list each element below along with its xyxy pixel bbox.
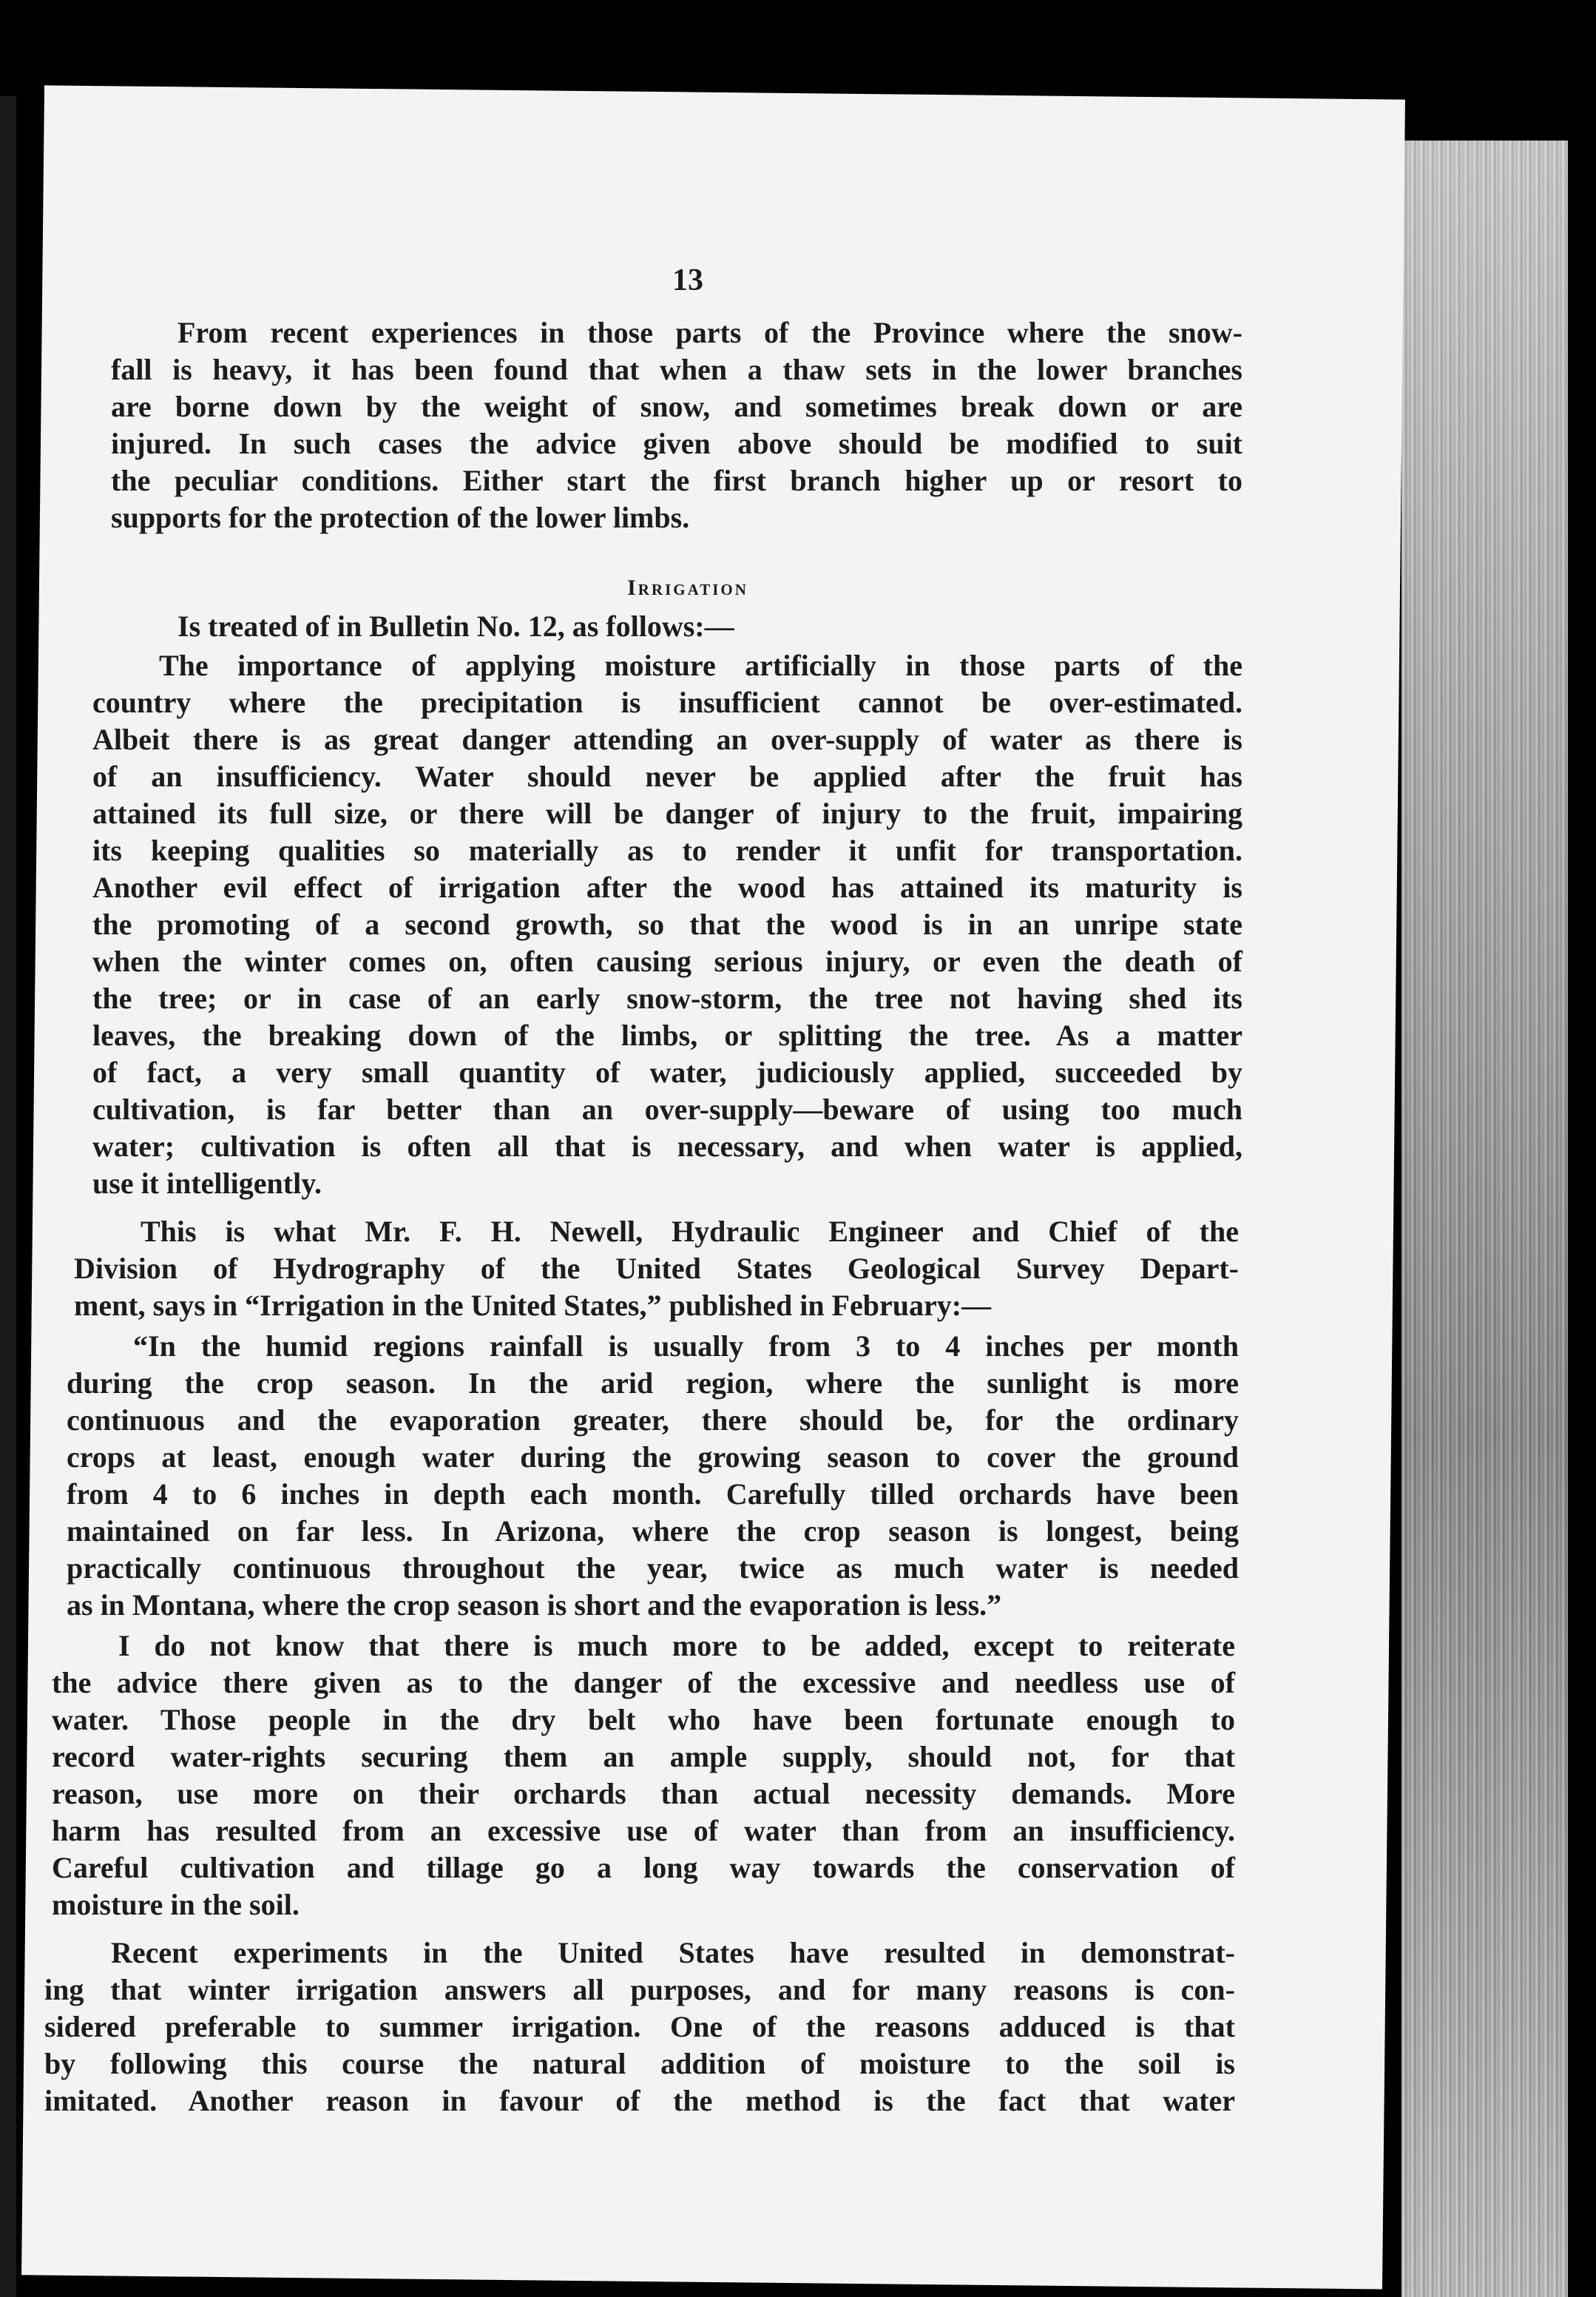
text-line: the tree; or in case of an early snow-storm, the tree not having shed its bbox=[92, 982, 1242, 1015]
text-line: From recent experiences in those parts of the Province where the snow- bbox=[177, 316, 1242, 349]
text-line: as in Montana, where the crop season is short and the evaporation is less.” bbox=[67, 1588, 1002, 1622]
text-line: the promoting of a second growth, so that the wood is in an unripe state bbox=[92, 908, 1242, 941]
paragraph-newell bbox=[74, 1213, 1239, 1324]
paragraph-quote bbox=[67, 1328, 1239, 1624]
paragraph-reiterate bbox=[52, 1628, 1235, 1923]
text-line: from 4 to 6 inches in depth each month. Carefully tilled orchards have been bbox=[67, 1477, 1239, 1511]
text-line: Another evil effect of irrigation after the wood has attained its maturity is bbox=[92, 871, 1242, 904]
text-line: leaves, the breaking down of the limbs, or splitting the tree. As a matter bbox=[92, 1019, 1242, 1052]
text-line: harm has resulted from an excessive use of water than from an insufficiency. bbox=[52, 1814, 1235, 1847]
text-line: Albeit there is as great danger attending an over-supply of water as there is bbox=[92, 723, 1242, 756]
text-line: Division of Hydrography of the United States Geological Survey Depart- bbox=[74, 1252, 1239, 1285]
text-line: The importance of applying moisture artificially in those parts of the bbox=[159, 649, 1242, 682]
text-line: Careful cultivation and tillage go a long way towards the conservation of bbox=[52, 1851, 1235, 1884]
text-line: record water-rights securing them an ample supply, should not, for that bbox=[52, 1740, 1235, 1773]
text-line: sidered preferable to summer irrigation. One of the reasons adduced is that bbox=[44, 2010, 1235, 2043]
text-line: ing that winter irrigation answers all purposes, and for many reasons is con- bbox=[44, 1973, 1235, 2006]
text-line: cultivation, is far better than an over-supply—beware of using too much bbox=[92, 1093, 1242, 1126]
text-line: water; cultivation is often all that is necessary, and when water is applied, bbox=[92, 1130, 1242, 1163]
text-line: moisture in the soil. bbox=[52, 1888, 300, 1921]
text-line: country where the precipitation is insufficient cannot be over-estimated. bbox=[92, 686, 1242, 719]
text-line: supports for the protection of the lower limbs. bbox=[111, 501, 690, 534]
text-line: use it intelligently. bbox=[92, 1167, 322, 1200]
text-line: are borne down by the weight of snow, and sometimes break down or are bbox=[111, 390, 1242, 423]
text-line: continuous and the evaporation greater, there should be, for the ordinary bbox=[67, 1403, 1239, 1437]
text-line: Recent experiments in the United States have resulted in demonstrat- bbox=[111, 1936, 1235, 1969]
text-line: injured. In such cases the advice given above should be modified to suit bbox=[111, 427, 1242, 460]
paragraph-snowfall bbox=[111, 314, 1242, 536]
text-line: attained its full size, or there will be danger of injury to the fruit, impairing bbox=[92, 797, 1242, 830]
text-line: crops at least, enough water during the growing season to cover the ground bbox=[67, 1440, 1239, 1474]
book-edge-shade bbox=[1401, 141, 1568, 2297]
text-line: imitated. Another reason in favour of the method is the fact that water bbox=[44, 2084, 1235, 2117]
text-line: the advice there given as to the danger of the excessive and needless use of bbox=[52, 1666, 1235, 1699]
text-line: during the crop season. In the arid region, where the sunlight is more bbox=[67, 1366, 1239, 1400]
paragraph-importance bbox=[92, 647, 1242, 1202]
text-line: when the winter comes on, often causing serious injury, or even the death of bbox=[92, 945, 1242, 978]
text-line: its keeping qualities so materially as to render it unfit for transportation. bbox=[92, 834, 1242, 867]
text-line: ment, says in “Irrigation in the United States,” published in February:— bbox=[74, 1289, 992, 1322]
text-line: water. Those people in the dry belt who have been fortunate enough to bbox=[52, 1703, 1235, 1736]
paragraph-winter-irrigation bbox=[44, 1935, 1235, 2119]
text-line: Is treated of in Bulletin No. 12, as follows:— bbox=[177, 610, 734, 643]
text-line: of an insufficiency. Water should never be applied after the fruit has bbox=[92, 760, 1242, 793]
text-line: by following this course the natural addition of moisture to the soil is bbox=[44, 2047, 1235, 2080]
paragraph-bulletin bbox=[111, 608, 1242, 645]
page-number: 13 bbox=[672, 263, 703, 297]
text-line: I do not know that there is much more to be added, except to reiterate bbox=[118, 1629, 1235, 1662]
text-line: of fact, a very small quantity of water, judiciously applied, succeeded by bbox=[92, 1056, 1242, 1089]
text-line: reason, use more on their orchards than actual necessity demands. More bbox=[52, 1777, 1235, 1810]
left-page-edge bbox=[0, 96, 16, 2297]
section-heading: Irrigation bbox=[627, 576, 748, 600]
text-line: This is what Mr. F. H. Newell, Hydraulic Engineer and Chief of the bbox=[141, 1215, 1239, 1248]
text-line: the peculiar conditions. Either start the first branch higher up or resort to bbox=[111, 464, 1242, 497]
text-line: fall is heavy, it has been found that when a thaw sets in the lower branches bbox=[111, 353, 1242, 386]
text-line: maintained on far less. In Arizona, where the crop season is longest, being bbox=[67, 1514, 1239, 1548]
text-line: “In the humid regions rainfall is usually from 3 to 4 inches per month bbox=[133, 1329, 1239, 1363]
text-line: practically continuous throughout the year, twice as much water is needed bbox=[67, 1551, 1239, 1585]
